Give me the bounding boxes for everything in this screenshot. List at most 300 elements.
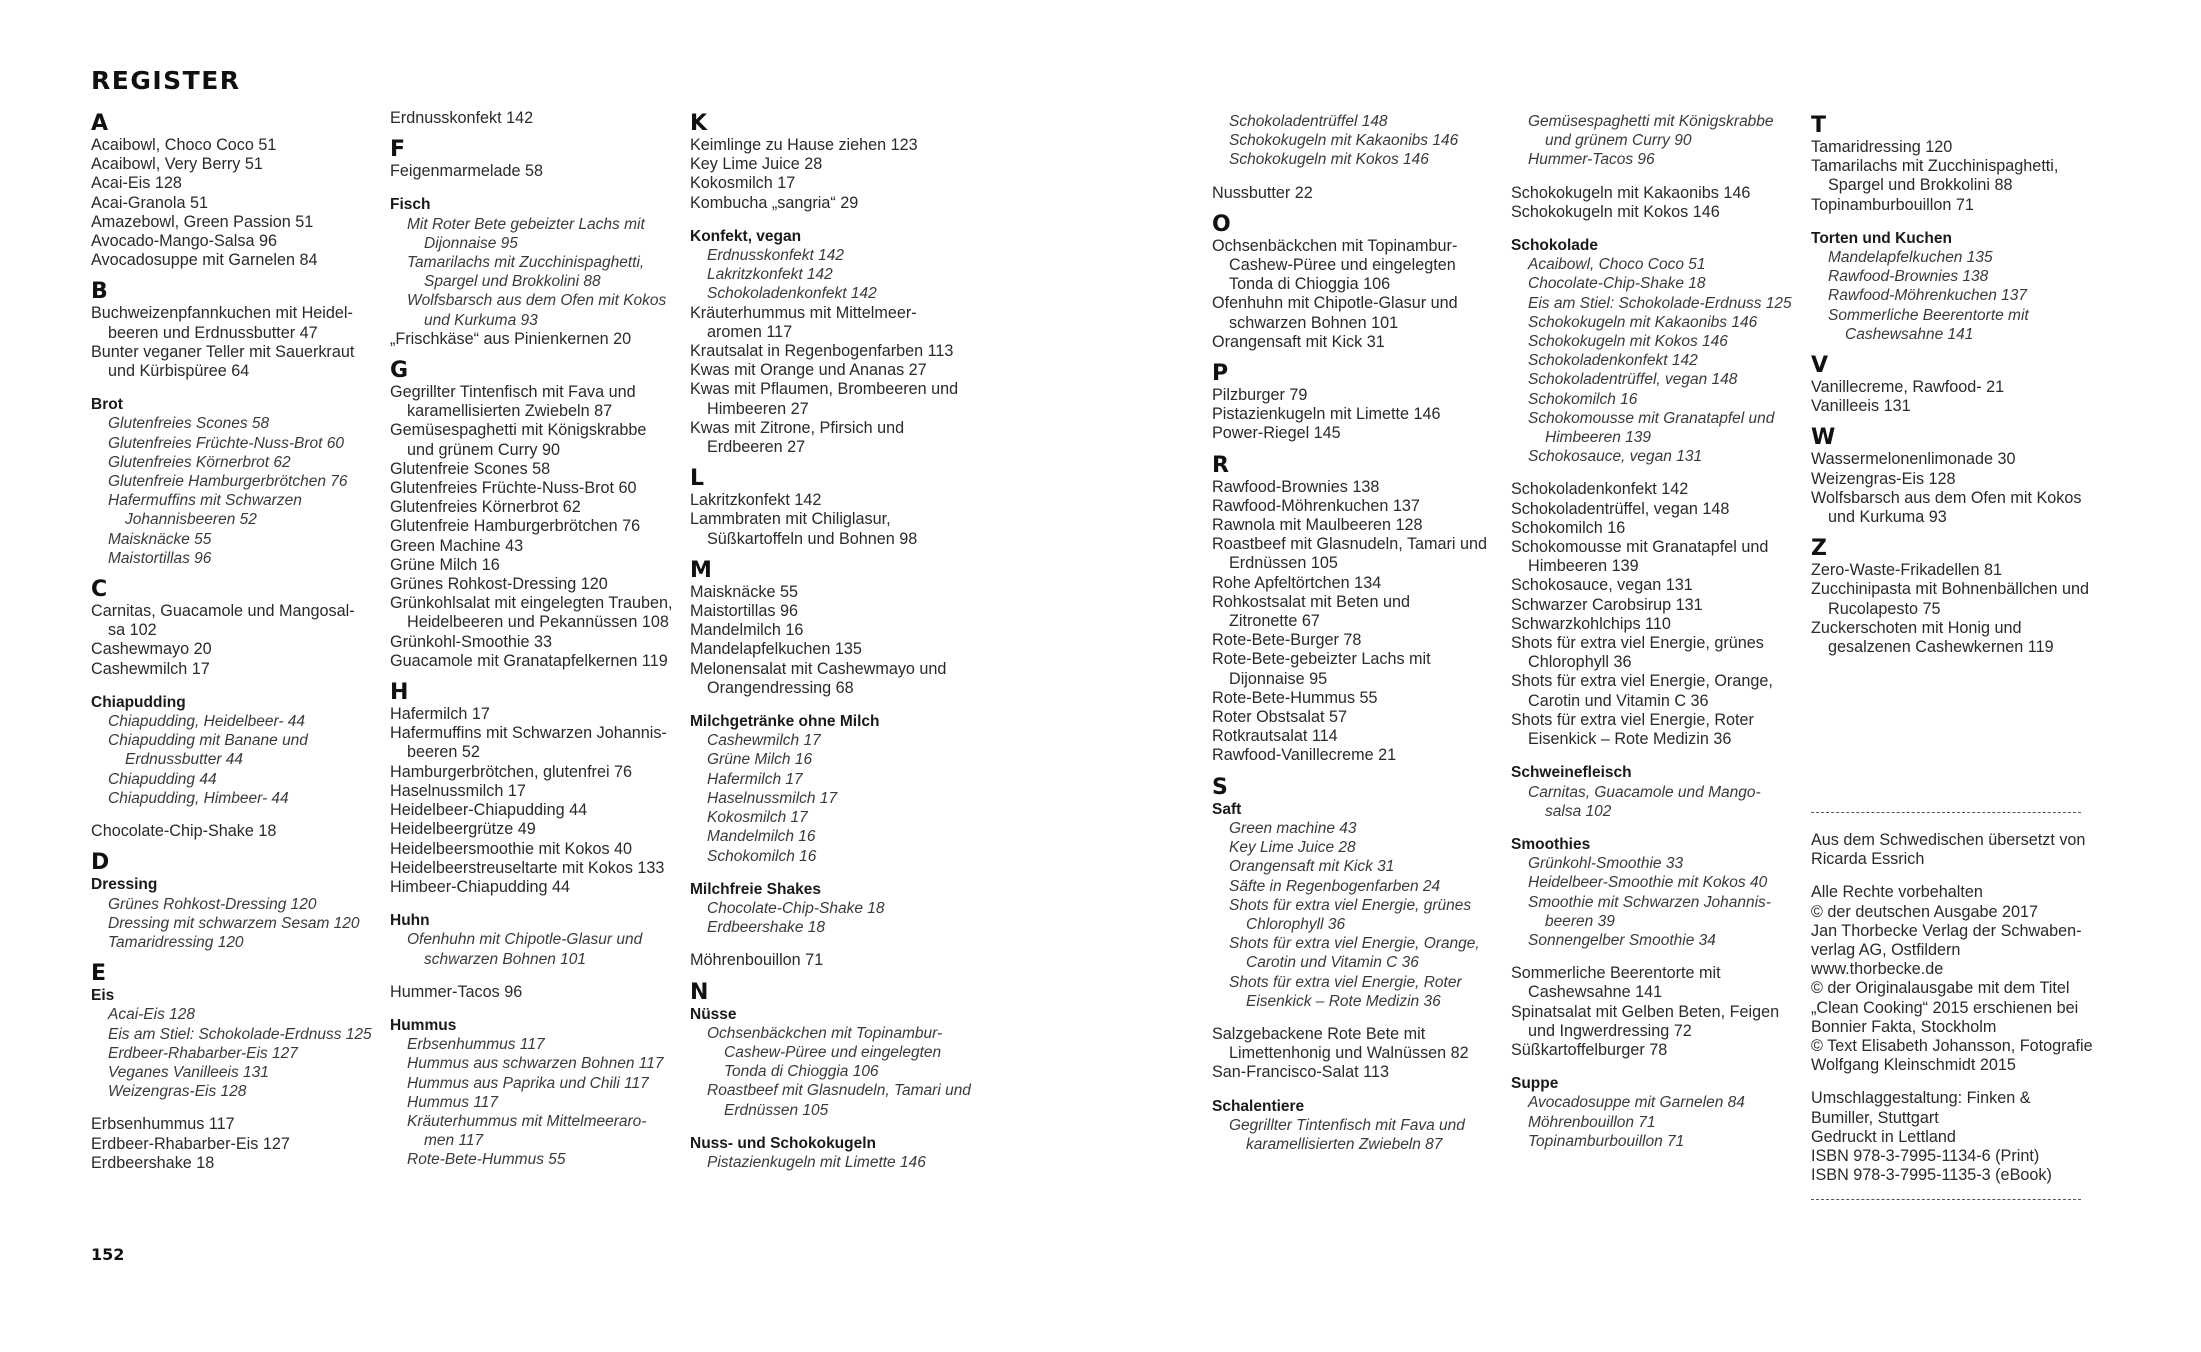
index-entry-continuation: Himbeeren 139 — [1528, 557, 1639, 576]
index-entry: Cashewmilch 17 — [91, 659, 210, 678]
index-entry: Himbeer-Chiapudding 44 — [390, 877, 570, 896]
colophon-line: Bonnier Fakta, Stockholm — [1811, 1017, 1997, 1036]
index-entry: Power-Riegel 145 — [1212, 424, 1341, 443]
index-entry-continuation: Rucolapesto 75 — [1828, 599, 1941, 618]
index-entry: Schokokugeln mit Kokos 146 — [1511, 202, 1720, 221]
index-entry: Lammbraten mit Chiliglasur, — [690, 510, 891, 529]
index-entry: Guacamole mit Granatapfelkernen 119 — [390, 651, 668, 670]
index-subentry: Hummus 117 — [407, 1093, 499, 1111]
colophon-text — [1811, 831, 2091, 1185]
index-entry: Gegrillter Tintenfisch mit Fava und — [390, 383, 636, 402]
index-entry: Heidelbeerstreuseltarte mit Kokos 133 — [390, 858, 665, 877]
index-entry: Schokomilch 16 — [1511, 518, 1626, 537]
colophon-line: © der Originalausgabe mit dem Titel — [1811, 979, 2070, 998]
index-entry: San-Francisco-Salat 113 — [1212, 1063, 1389, 1082]
index-entry: Glutenfreies Früchte-Nuss-Brot 60 — [390, 479, 637, 498]
index-subentry: Avocadosuppe mit Garnelen 84 — [1528, 1094, 1745, 1112]
index-subentry: Hummer-Tacos 96 — [1528, 151, 1655, 169]
index-subentry: Tamarilachs mit Zucchinispaghetti, — [407, 254, 645, 272]
index-subentry: Acai-Eis 128 — [108, 1006, 196, 1024]
index-subentry: Schokoladenkonfekt 142 — [707, 285, 877, 303]
index-subentry: Rawfood-Möhrenkuchen 137 — [1828, 287, 2028, 305]
index-entry: Rote-Bete-Hummus 55 — [1212, 688, 1378, 707]
index-subentry: Maistortillas 96 — [108, 549, 212, 567]
index-entry: Shots für extra viel Energie, Orange, — [1511, 672, 1773, 691]
index-subentry-continuation: Himbeeren 139 — [1545, 429, 1651, 447]
index-entry: Zucchinipasta mit Bohnenbällchen und — [1811, 580, 2090, 599]
index-subentry: Hafermilch 17 — [707, 770, 803, 788]
index-entry: Ochsenbäckchen mit Topinambur- — [1212, 236, 1458, 255]
index-entry-continuation: Orangendressing 68 — [707, 678, 854, 697]
index-subentry: Schokokugeln mit Kakaonibs 146 — [1528, 313, 1758, 331]
page-title: REGISTER — [91, 66, 241, 95]
index-subentry: Säfte in Regenbogenfarben 24 — [1229, 877, 1441, 895]
index-entry: Roastbeef mit Glasnudeln, Tamari und — [1212, 535, 1488, 554]
index-subentry: Grünkohl-Smoothie 33 — [1528, 855, 1684, 873]
index-subentry: Schokomilch 16 — [707, 847, 817, 865]
index-entry: Acai-Granola 51 — [91, 193, 208, 212]
index-group-heading: Huhn — [390, 912, 430, 930]
index-subentry: Kokosmilch 17 — [707, 809, 808, 827]
index-entry-continuation: Eisenkick – Rote Medizin 36 — [1528, 730, 1732, 749]
index-entry: Rohkostsalat mit Beten und — [1212, 592, 1410, 611]
index-entry: Schokoladenkonfekt 142 — [1511, 480, 1689, 499]
index-subentry: Glutenfreie Hamburgerbrötchen 76 — [108, 473, 348, 491]
index-entry: Pilzburger 79 — [1212, 386, 1308, 405]
index-entry-continuation: beeren und Erdnussbutter 47 — [108, 323, 318, 342]
index-letter: A — [91, 111, 109, 136]
index-entry-continuation: Carotin und Vitamin C 36 — [1528, 691, 1709, 710]
index-entry-continuation: Tonda di Chioggia 106 — [1229, 275, 1391, 294]
index-subentry: Eis am Stiel: Schokolade-Erdnuss 125 — [1528, 294, 1792, 312]
index-subentry: Cashewmilch 17 — [707, 732, 821, 750]
index-column-6 — [1811, 114, 2091, 657]
index-entry-continuation: Himbeeren 27 — [707, 399, 809, 418]
divider-top — [1811, 812, 2081, 813]
index-entry-continuation: und Kürbispüree 64 — [108, 362, 250, 381]
index-subentry: Glutenfreies Früchte-Nuss-Brot 60 — [108, 434, 345, 452]
index-subentry: Orangensaft mit Kick 31 — [1229, 858, 1395, 876]
index-entry: Hummer-Tacos 96 — [390, 982, 523, 1001]
index-entry: Haselnussmilch 17 — [390, 781, 526, 800]
index-entry: Key Lime Juice 28 — [690, 155, 823, 174]
index-subentry: Schokoladenkonfekt 142 — [1528, 352, 1698, 370]
index-entry: Glutenfreie Hamburgerbrötchen 76 — [390, 517, 641, 536]
index-subentry: Hummus aus schwarzen Bohnen 117 — [407, 1055, 664, 1073]
index-subentry-continuation: Eisenkick – Rote Medizin 36 — [1246, 992, 1441, 1010]
index-subentry-continuation: Tonda di Chioggia 106 — [724, 1063, 879, 1081]
colophon-gap — [1811, 1075, 2091, 1089]
index-entry: Roter Obstsalat 57 — [1212, 708, 1347, 727]
index-subentry: Möhrenbouillon 71 — [1528, 1113, 1656, 1131]
index-subentry: Topinamburbouillon 71 — [1528, 1132, 1685, 1150]
index-subentry-continuation: Cashewsahne 141 — [1845, 325, 1974, 343]
index-subentry-continuation: Erdnussbutter 44 — [125, 751, 244, 769]
index-subentry: Schokokugeln mit Kakaonibs 146 — [1229, 132, 1459, 150]
index-entry: Erbsenhummus 117 — [91, 1115, 235, 1134]
index-group-heading: Chiapudding — [91, 693, 186, 711]
index-entry: Avocadosuppe mit Garnelen 84 — [91, 251, 318, 270]
colophon — [1811, 802, 2091, 1218]
index-subentry: Key Lime Juice 28 — [1229, 839, 1356, 857]
index-entry: Bunter veganer Teller mit Sauerkraut — [91, 342, 355, 361]
index-subentry: Schokokugeln mit Kokos 146 — [1528, 333, 1728, 351]
index-entry: Kwas mit Pflaumen, Brombeeren und — [690, 380, 959, 399]
index-group-heading: Milchgetränke ohne Milch — [690, 713, 880, 731]
index-subentry: Chocolate-Chip-Shake 18 — [1528, 275, 1706, 293]
index-subentry: Dressing mit schwarzem Sesam 120 — [108, 914, 360, 932]
index-subentry: Sommerliche Beerentorte mit — [1828, 306, 2029, 324]
index-entry: „Frischkäse“ aus Pinienkernen 20 — [390, 329, 632, 348]
index-group-heading: Brot — [91, 396, 123, 414]
index-subentry: Chiapudding, Himbeer- 44 — [108, 789, 289, 807]
colophon-line: „Clean Cooking“ 2015 erschienen bei — [1811, 998, 2079, 1017]
index-entry-continuation: Heidelbeeren und Pekannüssen 108 — [407, 613, 669, 632]
index-subentry: Rawfood-Brownies 138 — [1828, 268, 1989, 286]
index-subentry: Erdbeer-Rhabarber-Eis 127 — [108, 1044, 298, 1062]
index-entry: Kräuterhummus mit Mittelmeer- — [690, 303, 917, 322]
index-entry: Grünes Rohkost-Dressing 120 — [390, 575, 608, 594]
index-entry-continuation: Zitronette 67 — [1229, 612, 1320, 631]
index-entry: Rawfood-Vanillecreme 21 — [1212, 746, 1397, 765]
index-entry: Vanilleeis 131 — [1811, 397, 1911, 416]
index-entry: Lakritzkonfekt 142 — [690, 491, 822, 510]
index-letter: O — [1212, 211, 1231, 237]
index-letter: L — [690, 466, 705, 492]
index-group-heading: Eis — [91, 987, 115, 1005]
colophon-line: Wolfgang Kleinschmidt 2015 — [1811, 1056, 2016, 1075]
index-subentry-continuation: Carotin und Vitamin C 36 — [1246, 954, 1419, 972]
index-column-2 — [390, 109, 673, 1170]
index-subentry: Erbsenhummus 117 — [407, 1036, 545, 1054]
colophon-line: © Text Elisabeth Johansson, Fotografie — [1811, 1037, 2093, 1056]
index-subentry: Erdbeershake 18 — [707, 919, 826, 937]
index-subentry: Chiapudding, Heidelbeer- 44 — [108, 713, 306, 731]
index-entry: Glutenfreies Körnerbrot 62 — [390, 498, 581, 517]
index-entry-continuation: und grünem Curry 90 — [407, 440, 560, 459]
index-subentry: Schokosauce, vegan 131 — [1528, 448, 1703, 466]
index-subentry-continuation: Johannisbeeren 52 — [125, 511, 257, 529]
index-entry: Gemüsespaghetti mit Königskrabbe — [390, 421, 647, 440]
index-group-heading: Smoothies — [1511, 835, 1591, 853]
colophon-line: Jan Thorbecke Verlag der Schwaben- — [1811, 921, 2082, 940]
index-entry: Schokoladentrüffel, vegan 148 — [1511, 499, 1730, 518]
index-entry: Süßkartoffelburger 78 — [1511, 1040, 1668, 1059]
index-subentry: Schokokugeln mit Kokos 146 — [1229, 151, 1429, 169]
index-entry: Salzgebackene Rote Bete mit — [1212, 1024, 1426, 1043]
index-subentry: Carnitas, Guacamole und Mango- — [1528, 783, 1761, 801]
index-entry: Schwarzkohlchips 110 — [1511, 614, 1671, 633]
index-entry: Grüne Milch 16 — [390, 555, 500, 574]
index-entry: Hafermuffins mit Schwarzen Johannis- — [390, 724, 667, 743]
index-letter: D — [91, 850, 110, 876]
index-entry: Cashewmayo 20 — [91, 640, 212, 659]
colophon-line: Gedruckt in Lettland — [1811, 1127, 1956, 1146]
index-letter: C — [91, 577, 108, 603]
index-subentry: Veganes Vanilleeis 131 — [108, 1063, 269, 1081]
index-entry: Schokokugeln mit Kakaonibs 146 — [1511, 183, 1751, 202]
page-number: 152 — [91, 1245, 125, 1264]
colophon-line: ISBN 978-3-7995-1134-6 (Print) — [1811, 1147, 2040, 1166]
index-subentry: Ochsenbäckchen mit Topinambur- — [707, 1024, 943, 1042]
index-entry: Keimlinge zu Hause ziehen 123 — [690, 136, 918, 154]
index-subentry: Schokoladentrüffel, vegan 148 — [1528, 371, 1738, 389]
index-entry-continuation: beeren 52 — [407, 743, 480, 762]
index-letter: R — [1212, 452, 1229, 478]
index-entry-continuation: gesalzenen Cashewkernen 119 — [1828, 638, 2054, 657]
index-entry-continuation: Dijonnaise 95 — [1229, 669, 1328, 688]
index-entry: Glutenfreie Scones 58 — [390, 459, 551, 478]
index-group-heading: Konfekt, vegan — [690, 227, 802, 245]
index-letter: Z — [1811, 536, 1827, 562]
index-subentry-continuation: und Kurkuma 93 — [424, 311, 538, 329]
index-entry: Feigenmarmelade 58 — [390, 162, 543, 181]
index-entry: Schwarzer Carobsirup 131 — [1511, 595, 1703, 614]
index-entry: Heidelbeer-Chiapudding 44 — [390, 801, 588, 820]
index-group-heading: Milchfreie Shakes — [690, 880, 821, 898]
index-entry: Buchweizenpfannkuchen mit Heidel- — [91, 304, 353, 323]
index-letter: H — [390, 680, 409, 706]
index-entry: Rotkrautsalat 114 — [1212, 727, 1338, 746]
index-letter: W — [1811, 425, 1836, 451]
index-entry: Mandelmilch 16 — [690, 621, 804, 640]
index-subentry: Shots für extra viel Energie, Roter — [1229, 973, 1462, 991]
index-entry: Acai-Eis 128 — [91, 174, 182, 193]
index-subentry: Erdnusskonfekt 142 — [707, 247, 845, 265]
index-letter: F — [390, 137, 406, 163]
index-entry: Ofenhuhn mit Chipotle-Glasur und — [1212, 294, 1458, 313]
colophon-line: Alle Rechte vorbehalten — [1811, 883, 1983, 902]
index-subentry: Mit Roter Bete gebeizter Lachs mit — [407, 215, 645, 233]
index-entry-continuation: Erdnüssen 105 — [1229, 554, 1338, 573]
index-entry: Erdbeershake 18 — [91, 1153, 215, 1172]
index-subentry: Schokomousse mit Granatapfel und — [1528, 409, 1775, 427]
index-entry-continuation: schwarzen Bohnen 101 — [1229, 313, 1399, 332]
index-entry: Weizengras-Eis 128 — [1811, 469, 1956, 488]
index-entry: Erdbeer-Rhabarber-Eis 127 — [91, 1134, 290, 1153]
index-entry-continuation: sa 102 — [108, 621, 157, 640]
index-entry: Tamaridressing 120 — [1811, 138, 1953, 156]
index-entry: Wassermelonenlimonade 30 — [1811, 450, 2016, 469]
index-entry: Nussbutter 22 — [1212, 183, 1313, 202]
index-entry: Kwas mit Orange und Ananas 27 — [690, 361, 927, 380]
index-entry: Shots für extra viel Energie, grünes — [1511, 634, 1764, 653]
index-subentry: Eis am Stiel: Schokolade-Erdnuss 125 — [108, 1025, 372, 1043]
index-subentry: Chocolate-Chip-Shake 18 — [707, 899, 885, 917]
index-group-heading: Schokolade — [1511, 237, 1598, 255]
colophon-line: © der deutschen Ausgabe 2017 — [1811, 902, 2039, 921]
index-letter: N — [690, 979, 709, 1005]
index-entry-continuation: Spargel und Brokkolini 88 — [1828, 176, 2013, 195]
index-entry: Möhrenbouillon 71 — [690, 951, 824, 970]
index-entry: Schokomousse mit Granatapfel und — [1511, 538, 1769, 557]
colophon-gap — [1811, 869, 2091, 883]
colophon-line: Umschlaggestaltung: Finken & — [1811, 1089, 2031, 1108]
index-entry: Krautsalat in Regenbogenfarben 113 — [690, 342, 954, 361]
index-group-heading: Schalentiere — [1212, 1097, 1305, 1115]
index-subentry: Weizengras-Eis 128 — [108, 1083, 247, 1101]
index-entry-continuation: aromen 117 — [707, 322, 793, 341]
index-column-1 — [91, 112, 371, 1173]
index-subentry: Schokoladentrüffel 148 — [1229, 113, 1388, 130]
index-letter: S — [1212, 774, 1228, 800]
index-subentry: Gemüsespaghetti mit Königskrabbe — [1528, 113, 1774, 130]
index-entry-continuation: Limettenhonig und Walnüssen 82 — [1229, 1044, 1469, 1063]
index-entry: Amazebowl, Green Passion 51 — [91, 212, 314, 231]
index-entry: Chocolate-Chip-Shake 18 — [91, 822, 277, 841]
index-subentry: Glutenfreies Scones 58 — [108, 415, 270, 433]
index-subentry-continuation: Dijonnaise 95 — [424, 234, 518, 252]
index-entry: Zuckerschoten mit Honig und — [1811, 618, 2022, 637]
index-letter: B — [91, 279, 108, 305]
index-entry-continuation: Süßkartoffeln und Bohnen 98 — [707, 529, 918, 548]
index-entry: Rote-Bete-gebeizter Lachs mit — [1212, 650, 1431, 669]
index-entry: Avocado-Mango-Salsa 96 — [91, 232, 277, 251]
index-subentry-continuation: Spargel und Brokkolini 88 — [424, 273, 601, 291]
index-group-heading: Nuss- und Schokokugeln — [690, 1134, 877, 1152]
index-subentry: Mandelmilch 16 — [707, 828, 816, 846]
index-subentry: Rote-Bete-Hummus 55 — [407, 1151, 566, 1169]
index-letter: T — [1811, 113, 1827, 138]
index-entry: Orangensaft mit Kick 31 — [1212, 332, 1385, 351]
index-letter: E — [91, 961, 107, 987]
index-subentry-continuation: Cashew-Püree und eingelegten — [724, 1043, 942, 1061]
index-column-3 — [690, 112, 970, 1172]
index-entry: Erdnusskonfekt 142 — [390, 109, 534, 127]
colophon-line: Ricarda Essrich — [1811, 850, 1925, 869]
index-entry: Hafermilch 17 — [390, 705, 490, 724]
index-entry: Grünkohl-Smoothie 33 — [390, 632, 552, 651]
index-subentry: Shots für extra viel Energie, Orange, — [1229, 935, 1480, 953]
index-group-heading: Hummus — [390, 1016, 457, 1034]
index-entry: Schokosauce, vegan 131 — [1511, 576, 1693, 595]
index-subentry: Glutenfreies Körnerbrot 62 — [108, 453, 291, 471]
colophon-line: www.thorbecke.de — [1811, 960, 1944, 979]
index-subentry: Kräuterhummus mit Mittelmeerarо- — [407, 1112, 647, 1130]
index-entry-continuation: Erdbeeren 27 — [707, 438, 806, 457]
index-group-heading: Dressing — [91, 876, 158, 894]
index-entry: Acaibowl, Very Berry 51 — [91, 155, 263, 174]
index-entry: Vanillecreme, Rawfood- 21 — [1811, 378, 2005, 397]
index-entry: Melonensalat mit Cashewmayo und — [690, 659, 947, 678]
index-entry: Mandelapfelkuchen 135 — [690, 640, 862, 659]
index-subentry: Heidelbeer-Smoothie mit Kokos 40 — [1528, 874, 1768, 892]
index-subentry: Mandelapfelkuchen 135 — [1828, 249, 1993, 267]
index-subentry-continuation: Erdnüssen 105 — [724, 1101, 829, 1119]
index-entry: Carnitas, Guacamole und Mangosal- — [91, 602, 355, 621]
index-entry: Rote-Bete-Burger 78 — [1212, 631, 1362, 650]
index-entry: Topinamburbouillon 71 — [1811, 195, 1974, 214]
index-subentry-continuation: und grünem Curry 90 — [1545, 132, 1692, 150]
index-letter: G — [390, 358, 409, 384]
index-entry: Kwas mit Zitrone, Pfirsich und — [690, 418, 905, 437]
index-entry: Tamarilachs mit Zucchinispaghetti, — [1811, 157, 2059, 176]
divider-bottom — [1811, 1199, 2081, 1200]
index-subentry: Wolfsbarsch aus dem Ofen mit Kokos — [407, 292, 667, 310]
index-subentry: Shots für extra viel Energie, grünes — [1229, 896, 1472, 914]
index-entry: Heidelbeergrütze 49 — [390, 820, 536, 839]
index-entry: Rohe Apfeltörtchen 134 — [1212, 573, 1382, 592]
index-subentry: Green machine 43 — [1229, 819, 1357, 837]
index-entry-continuation: Cashewsahne 141 — [1528, 983, 1663, 1002]
index-entry: Kombucha „sangria“ 29 — [690, 193, 859, 212]
index-subentry: Acaibowl, Choco Coco 51 — [1528, 256, 1706, 274]
index-entry-continuation: Cashew-Püree und eingelegten — [1229, 256, 1456, 275]
index-subentry: Gegrillter Tintenfisch mit Fava und — [1229, 1116, 1465, 1134]
index-subentry: Smoothie mit Schwarzen Johannis- — [1528, 893, 1771, 911]
index-entry-continuation: und Kurkuma 93 — [1828, 508, 1947, 527]
index-group-heading: Torten und Kuchen — [1811, 229, 1952, 247]
index-entry: Sommerliche Beerentorte mit — [1511, 964, 1721, 983]
index-entry: Wolfsbarsch aus dem Ofen mit Kokos — [1811, 488, 2082, 507]
index-subentry: Hafermuffins mit Schwarzen — [108, 492, 302, 510]
index-entry: Green Machine 43 — [390, 536, 524, 555]
colophon-line: Aus dem Schwedischen übersetzt von — [1811, 831, 2086, 849]
index-entry: Pistazienkugeln mit Limette 146 — [1212, 405, 1441, 424]
index-entry: Grünkohlsalat mit eingelegten Trauben, — [390, 594, 673, 613]
index-entry: Spinatsalat mit Gelben Beten, Feigen — [1511, 1002, 1780, 1021]
index-entry: Hamburgerbrötchen, glutenfrei 76 — [390, 762, 633, 781]
index-subentry: Chiapudding 44 — [108, 770, 217, 788]
index-subentry-continuation: Chlorophyll 36 — [1246, 915, 1346, 933]
index-column-5 — [1511, 112, 1791, 1151]
index-subentry: Roastbeef mit Glasnudeln, Tamari und — [707, 1082, 971, 1100]
index-subentry: Grünes Rohkost-Dressing 120 — [108, 895, 317, 913]
index-group-heading: Nüsse — [690, 1005, 737, 1023]
colophon-line: ISBN 978-3-7995-1135-3 (eBook) — [1811, 1166, 2052, 1185]
index-subentry: Hummus aus Paprika und Chili 117 — [407, 1074, 649, 1092]
index-subentry: Ofenhuhn mit Chipotle-Glasur und — [407, 931, 643, 949]
index-subentry: Sonnengelber Smoothie 34 — [1528, 931, 1716, 949]
index-subentry-continuation: schwarzen Bohnen 101 — [424, 950, 587, 968]
index-entry: Heidelbeersmoothie mit Kokos 40 — [390, 839, 633, 858]
index-entry: Shots für extra viel Energie, Roter — [1511, 710, 1754, 729]
index-subentry-continuation: men 117 — [424, 1132, 484, 1150]
index-subentry: Chiapudding mit Banane und — [108, 732, 308, 750]
index-letter: M — [690, 557, 712, 583]
index-subentry: Maisknäcke 55 — [108, 530, 212, 548]
index-subentry: Lakritzkonfekt 142 — [707, 266, 833, 284]
index-entry: Rawfood-Möhrenkuchen 137 — [1212, 496, 1420, 515]
index-entry: Acaibowl, Choco Coco 51 — [91, 136, 277, 154]
index-subentry-continuation: salsa 102 — [1545, 802, 1612, 820]
index-entry: Maisknäcke 55 — [690, 582, 798, 601]
index-group-heading: Schweinefleisch — [1511, 764, 1632, 782]
index-subentry: Grüne Milch 16 — [707, 751, 813, 769]
index-entry: Maistortillas 96 — [690, 602, 798, 621]
index-subentry: Pistazienkugeln mit Limette 146 — [707, 1153, 926, 1171]
index-subentry: Tamaridressing 120 — [108, 933, 244, 951]
index-subentry: Schokomilch 16 — [1528, 390, 1638, 408]
index-entry-continuation: karamellisierten Zwiebeln 87 — [407, 402, 613, 421]
index-group-heading: Saft — [1212, 800, 1242, 818]
index-entry: Rawnola mit Maulbeeren 128 — [1212, 516, 1423, 535]
index-entry: Zero-Waste-Frikadellen 81 — [1811, 561, 2003, 580]
index-subentry-continuation: karamellisierten Zwiebeln 87 — [1246, 1135, 1443, 1153]
index-group-heading: Suppe — [1511, 1075, 1559, 1093]
index-entry: Rawfood-Brownies 138 — [1212, 477, 1380, 496]
index-entry-continuation: und Ingwerdressing 72 — [1528, 1021, 1692, 1040]
index-letter: V — [1811, 353, 1829, 379]
index-group-heading: Fisch — [390, 196, 431, 214]
colophon-line: verlag AG, Ostfildern — [1811, 941, 1961, 960]
index-column-4 — [1212, 112, 1492, 1154]
colophon-line: Bumiller, Stuttgart — [1811, 1108, 1939, 1127]
index-letter: P — [1212, 361, 1229, 387]
index-entry-continuation: Chlorophyll 36 — [1528, 653, 1632, 672]
index-subentry-continuation: beeren 39 — [1545, 912, 1615, 930]
index-entry: Kokosmilch 17 — [690, 174, 796, 193]
